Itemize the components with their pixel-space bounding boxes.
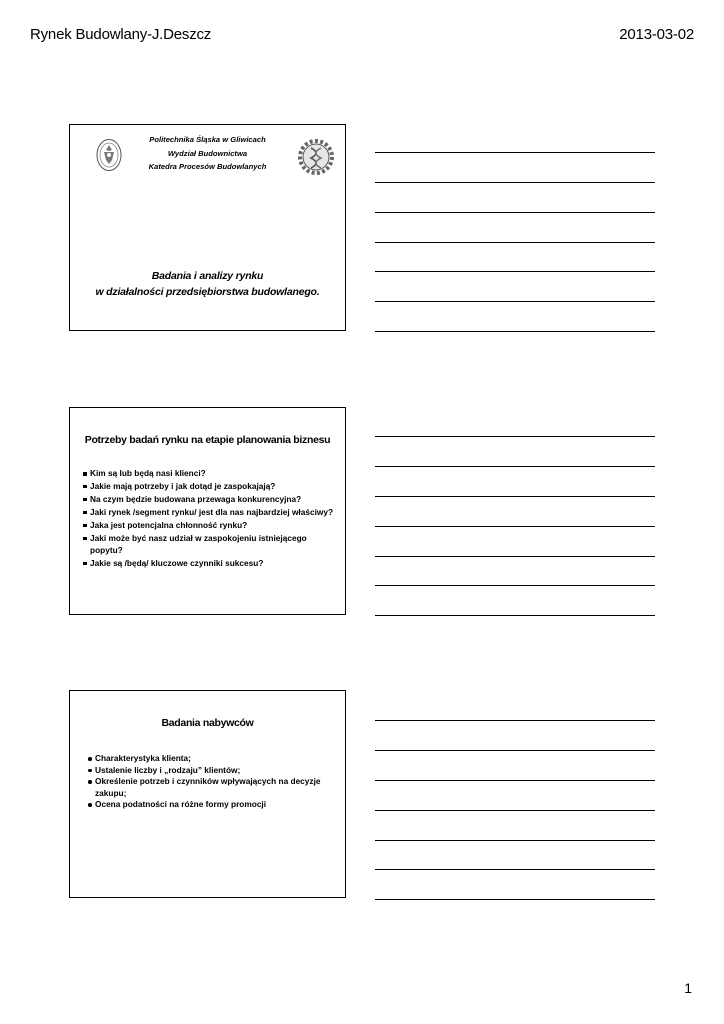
slide-title-line: Badania i analizy rynku <box>151 270 264 282</box>
document-header-title: Rynek Budowlany-J.Deszcz <box>30 26 212 43</box>
list-item: Jakie są /będą/ kluczowe czynniki sukcesu? <box>81 558 339 570</box>
slide-heading: Badania nabywców <box>161 717 254 729</box>
note-line <box>375 331 655 332</box>
list-item: Jaki może być nasz udział w zaspokojeniu istniejącego popytu? <box>81 533 339 556</box>
note-line <box>375 720 655 721</box>
slide-title-line: w działalności przedsiębiorstwa budowlanego. <box>95 286 320 298</box>
note-line <box>375 271 655 272</box>
note-line <box>375 556 655 557</box>
slide-heading: Potrzeby badań rynku na etapie planowania biznesu <box>84 434 331 446</box>
institution-university: Politechnika Śląska w Gliwicach <box>149 135 266 144</box>
university-seal-icon <box>96 138 122 172</box>
list-item: Jakie mają potrzeby i jak dotąd je zaspokajają? <box>81 481 339 493</box>
note-line <box>375 182 655 183</box>
bullet-list <box>81 468 339 570</box>
list-item: Jaka jest potencjalna chłonność rynku? <box>81 520 339 532</box>
note-line <box>375 615 655 616</box>
bullet-list <box>86 753 326 811</box>
note-line <box>375 585 655 586</box>
note-line <box>375 496 655 497</box>
note-line <box>375 466 655 467</box>
note-line <box>375 810 655 811</box>
institution-faculty: Wydział Budownictwa <box>167 148 248 158</box>
list-item: Kim są lub będą nasi klienci? <box>81 468 339 480</box>
list-item: Na czym będzie budowana przewaga konkurencyjna? <box>81 494 339 506</box>
slide-market-research-needs <box>69 407 346 615</box>
note-line <box>375 750 655 751</box>
note-line <box>375 840 655 841</box>
list-item: Jaki rynek /segment rynku/ jest dla nas najbardziej właściwy? <box>81 507 339 519</box>
page-number: 1 <box>684 980 692 996</box>
note-line <box>375 436 655 437</box>
note-line <box>375 152 655 153</box>
institution-department: Katedra Procesów Budowlanych <box>148 162 267 171</box>
slide-buyer-research <box>69 690 346 898</box>
gear-emblem-icon <box>297 138 335 176</box>
list-item: Określenie potrzeb i czynników wpływających na decyzje zakupu; <box>86 776 326 799</box>
note-line <box>375 301 655 302</box>
note-line <box>375 869 655 870</box>
note-line <box>375 899 655 900</box>
list-item: Ocena podatności na różne formy promocji <box>86 799 326 811</box>
document-header-date: 2013-03-02 <box>619 26 694 43</box>
note-line <box>375 242 655 243</box>
slide-title <box>69 124 346 331</box>
note-line <box>375 212 655 213</box>
note-line <box>375 780 655 781</box>
note-line <box>375 526 655 527</box>
slide-title-text <box>70 268 345 300</box>
list-item: Ustalenie liczby i „rodzaju” klientów; <box>86 765 326 777</box>
list-item: Charakterystyka klienta; <box>86 753 326 765</box>
